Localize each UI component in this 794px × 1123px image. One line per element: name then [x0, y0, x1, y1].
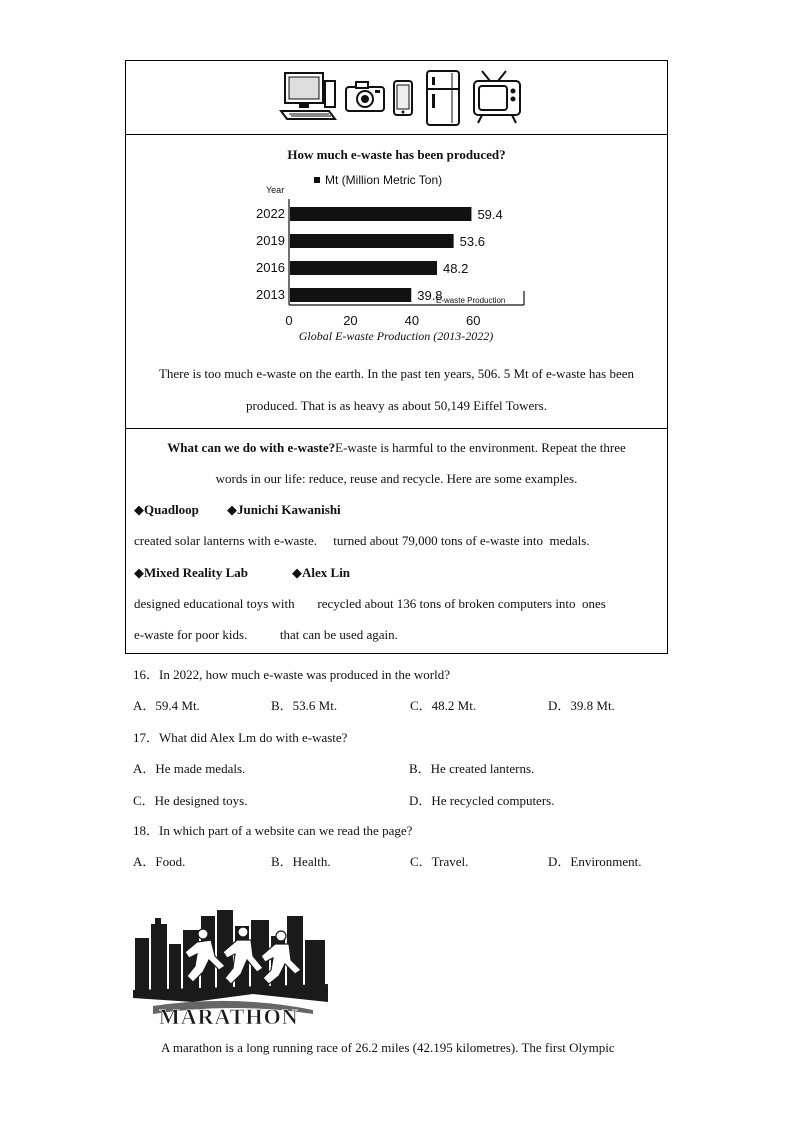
question-18-option-b[interactable]: B．Health.: [271, 854, 331, 869]
example-quadloop-name: ◆Quadloop: [134, 502, 199, 517]
divider: [126, 428, 667, 429]
camera-icon: [344, 79, 386, 113]
refrigerator-icon: [424, 69, 462, 127]
x-axis-label: E-waste Production: [436, 296, 506, 305]
bar-value-label: 39.8: [417, 288, 443, 303]
bar-value-label: 59.4: [477, 207, 503, 222]
legend-swatch: [314, 177, 320, 183]
section2-intro-line2: words in our life: reduce, reuse and recycle. Here are some examples.: [215, 471, 578, 486]
section2-heading: What can we do with e-waste?: [167, 440, 336, 455]
question-16-option-d[interactable]: D．39.8 Mt.: [548, 698, 615, 713]
question-18-option-a[interactable]: A．Food.: [133, 854, 186, 869]
x-tick-label: 20: [343, 313, 358, 328]
bar: [290, 234, 454, 248]
e-waste-infographic: [125, 60, 668, 654]
legend-label: Mt (Million Metric Ton): [325, 173, 443, 187]
bar-value-label: 53.6: [459, 234, 485, 249]
marathon-logo-text: MARATHON: [159, 1004, 299, 1029]
example-34-description-line1: designed educational toys with recycled about 136 tons of broken computers into ones: [134, 596, 606, 611]
question-18-option-c[interactable]: C．Travel.: [410, 854, 469, 869]
question-18-stem: 18．In which part of a website can we read the page?: [133, 823, 413, 838]
example-junichi-name: ◆Junichi Kawanishi: [227, 502, 341, 517]
marathon-paragraph: A marathon is a long running race of 26.2 miles (42.195 kilometres). The first Olympic: [161, 1040, 615, 1055]
question-16-option-c[interactable]: C．48.2 Mt.: [410, 698, 477, 713]
example-12-description: created solar lanterns with e-waste. turned about 79,000 tons of e-waste into medals.: [134, 533, 590, 548]
question-17-option-d[interactable]: D．He recycled computers.: [409, 793, 555, 808]
section1-heading: How much e-waste has been produced?: [287, 147, 506, 162]
bar: [290, 261, 437, 275]
section2-intro-rest: E-waste is harmful to the environment. Repeat the three: [335, 440, 626, 455]
y-tick-label: 2016: [256, 260, 285, 275]
section2-intro-line1: [126, 432, 667, 463]
question-16-stem: 16．In 2022, how much e-waste was produced in the world?: [133, 667, 450, 682]
tv-icon: [472, 69, 522, 125]
y-tick-label: 2019: [256, 233, 285, 248]
example-mixed-reality-name: ◆Mixed Reality Lab: [134, 565, 248, 580]
phone-icon: [391, 79, 415, 117]
question-17-stem: 17．What did Alex Lm do with e-waste?: [133, 730, 348, 745]
x-tick-label: 60: [466, 313, 481, 328]
example-alex-lin-name: ◆Alex Lin: [292, 565, 351, 580]
e-waste-bar-chart: [256, 169, 546, 349]
section1-paragraph-line1: There is too much e-waste on the earth. In the past ten years, 506. 5 Mt of e-waste has been: [158, 366, 635, 381]
divider: [126, 134, 667, 135]
bar: [290, 207, 471, 221]
question-17-option-a[interactable]: A．He made medals.: [133, 761, 246, 776]
y-axis-label: Year: [266, 185, 285, 195]
section1-paragraph-line2: produced. That is as heavy as about 50,149 Eiffel Towers.: [246, 398, 547, 413]
example-34-description-line2: e-waste for poor kids. that can be used again.: [134, 627, 398, 642]
device-icons-row: [126, 61, 667, 134]
question-17-option-c[interactable]: C．He designed toys.: [133, 793, 248, 808]
question-18-option-d[interactable]: D．Environment.: [548, 854, 642, 869]
y-tick-label: 2013: [256, 287, 285, 302]
bar: [290, 288, 411, 302]
chart-caption: Global E-waste Production (2013-2022): [298, 329, 494, 343]
bar-value-label: 48.2: [443, 261, 469, 276]
x-tick-label: 40: [404, 313, 420, 328]
marathon-logo: [133, 910, 328, 1028]
question-17-option-b[interactable]: B．He created lanterns.: [409, 761, 535, 776]
question-16-option-b[interactable]: B．53.6 Mt.: [271, 698, 338, 713]
x-tick-label: 0: [285, 313, 293, 328]
computer-icon: [279, 71, 339, 123]
question-16-option-a[interactable]: A．59.4 Mt.: [133, 698, 200, 713]
y-tick-label: 2022: [256, 206, 285, 221]
